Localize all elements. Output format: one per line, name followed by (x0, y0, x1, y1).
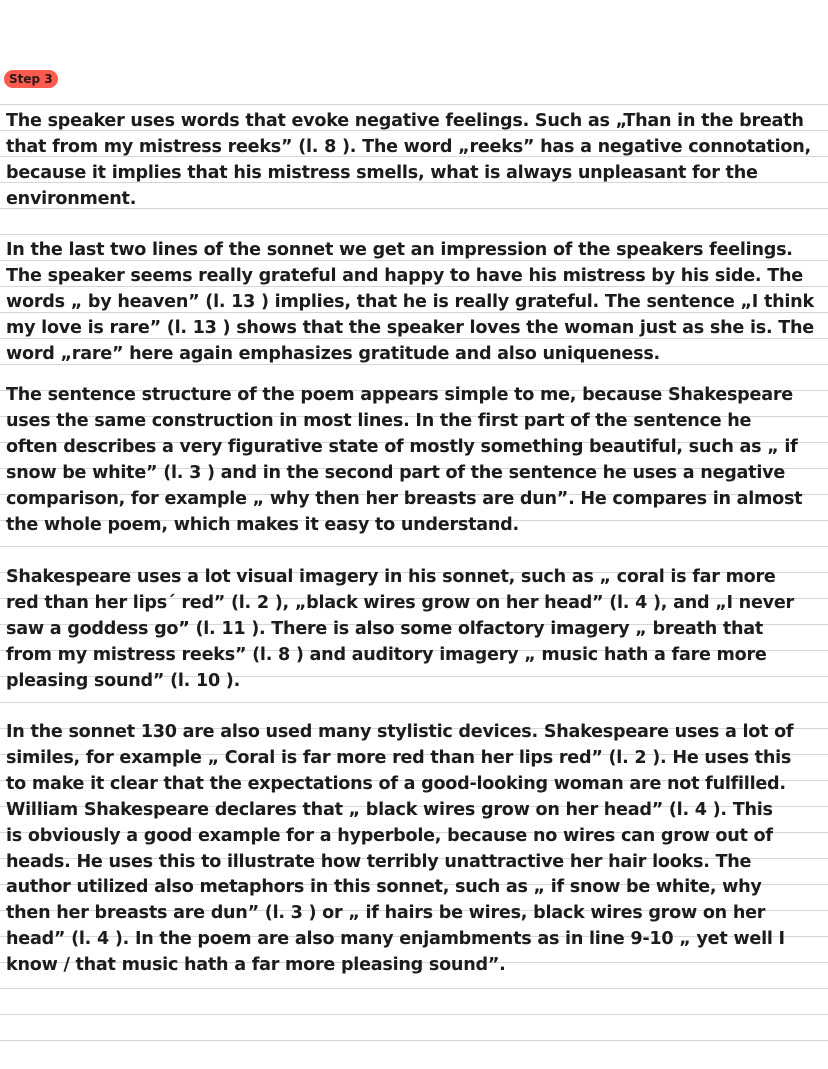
text-line: The speaker uses words that evoke negative feelings. Such as „Than in the breath (6, 111, 804, 131)
text-line: heads. He uses this to illustrate how terribly unattractive her hair looks. The (6, 851, 752, 872)
text-line: Shakespeare uses a lot visual imagery in his sonnet, such as „ coral is far more (6, 567, 776, 587)
text-line: snow be white” (l. 3 ) and in the second part of the sentence he uses a negative (6, 462, 786, 483)
step-badge: Step 3 (4, 70, 58, 88)
text-line: The speaker seems really grateful and happy to have his mistress by his side. The (6, 265, 803, 286)
text-line: because it implies that his mistress smells, what is always unpleasant for the (6, 162, 758, 183)
text-line: word „rare” here again emphasizes gratitude and also uniqueness. (6, 343, 660, 364)
text-line: from my mistress reeks” (l. 8 ) and auditory imagery „ music hath a fare more (6, 644, 767, 665)
text-line: head” (l. 4 ). In the poem are also many enjambments as in line 9-10 „ yet well I (6, 929, 785, 950)
text-line: uses the same construction in most lines. In the first part of the sentence he (6, 410, 752, 431)
text-line: the whole poem, which makes it easy to understand. (6, 514, 519, 535)
text-line: In the sonnet 130 are also used many stylistic devices. Shakespeare uses a lot of (6, 722, 794, 742)
text-line: The sentence structure of the poem appears simple to me, because Shakespeare (6, 385, 793, 405)
ruled-line (0, 1014, 828, 1015)
text-line: similes, for example „ Coral is far more red than her lips red” (l. 2 ). He uses this (6, 747, 792, 768)
text-line: is obviously a good example for a hyperbole, because no wires can grow out of (6, 825, 773, 846)
text-line: my love is rare” (l. 13 ) shows that the speaker loves the woman just as she is. The (6, 317, 814, 338)
text-line: In the last two lines of the sonnet we get an impression of the speakers feelings. (6, 240, 793, 260)
text-line: red than her lips´ red” (l. 2 ), „black wires grow on her head” (l. 4 ), and „I never (6, 592, 794, 613)
text-line: pleasing sound” (l. 10 ). (6, 670, 241, 691)
text-line: environment. (6, 188, 137, 209)
ruled-line (0, 1040, 828, 1041)
text-line: then her breasts are dun” (l. 3 ) or „ if hairs be wires, black wires grow on her (6, 903, 766, 924)
ruled-line (0, 988, 828, 989)
text-line: to make it clear that the expectations of a good-looking woman are not fulfilled. (6, 773, 786, 794)
text-line: know / that music hath a far more pleasing sound”. (6, 955, 506, 976)
text-line: William Shakespeare declares that „ black wires grow on her head” (l. 4 ). This (6, 799, 773, 820)
text-line: author utilized also metaphors in this sonnet, such as „ if snow be white, why (6, 877, 762, 898)
text-line: often describes a very figurative state of mostly something beautiful, such as „ if (6, 436, 798, 457)
text-line: comparison, for example „ why then her breasts are dun”. He compares in almost (6, 488, 803, 509)
text-line: words „ by heaven” (l. 13 ) implies, that he is really grateful. The sentence „I think (6, 291, 814, 312)
ruled-line (0, 104, 828, 105)
ruled-line (0, 234, 828, 235)
text-line: saw a goddess go” (l. 11 ). There is also some olfactory imagery „ breath that (6, 618, 764, 639)
ruled-line (0, 702, 828, 703)
text-line: that from my mistress reeks” (l. 8 ). The word „reeks” has a negative connotation, (6, 136, 811, 157)
ruled-line (0, 546, 828, 547)
